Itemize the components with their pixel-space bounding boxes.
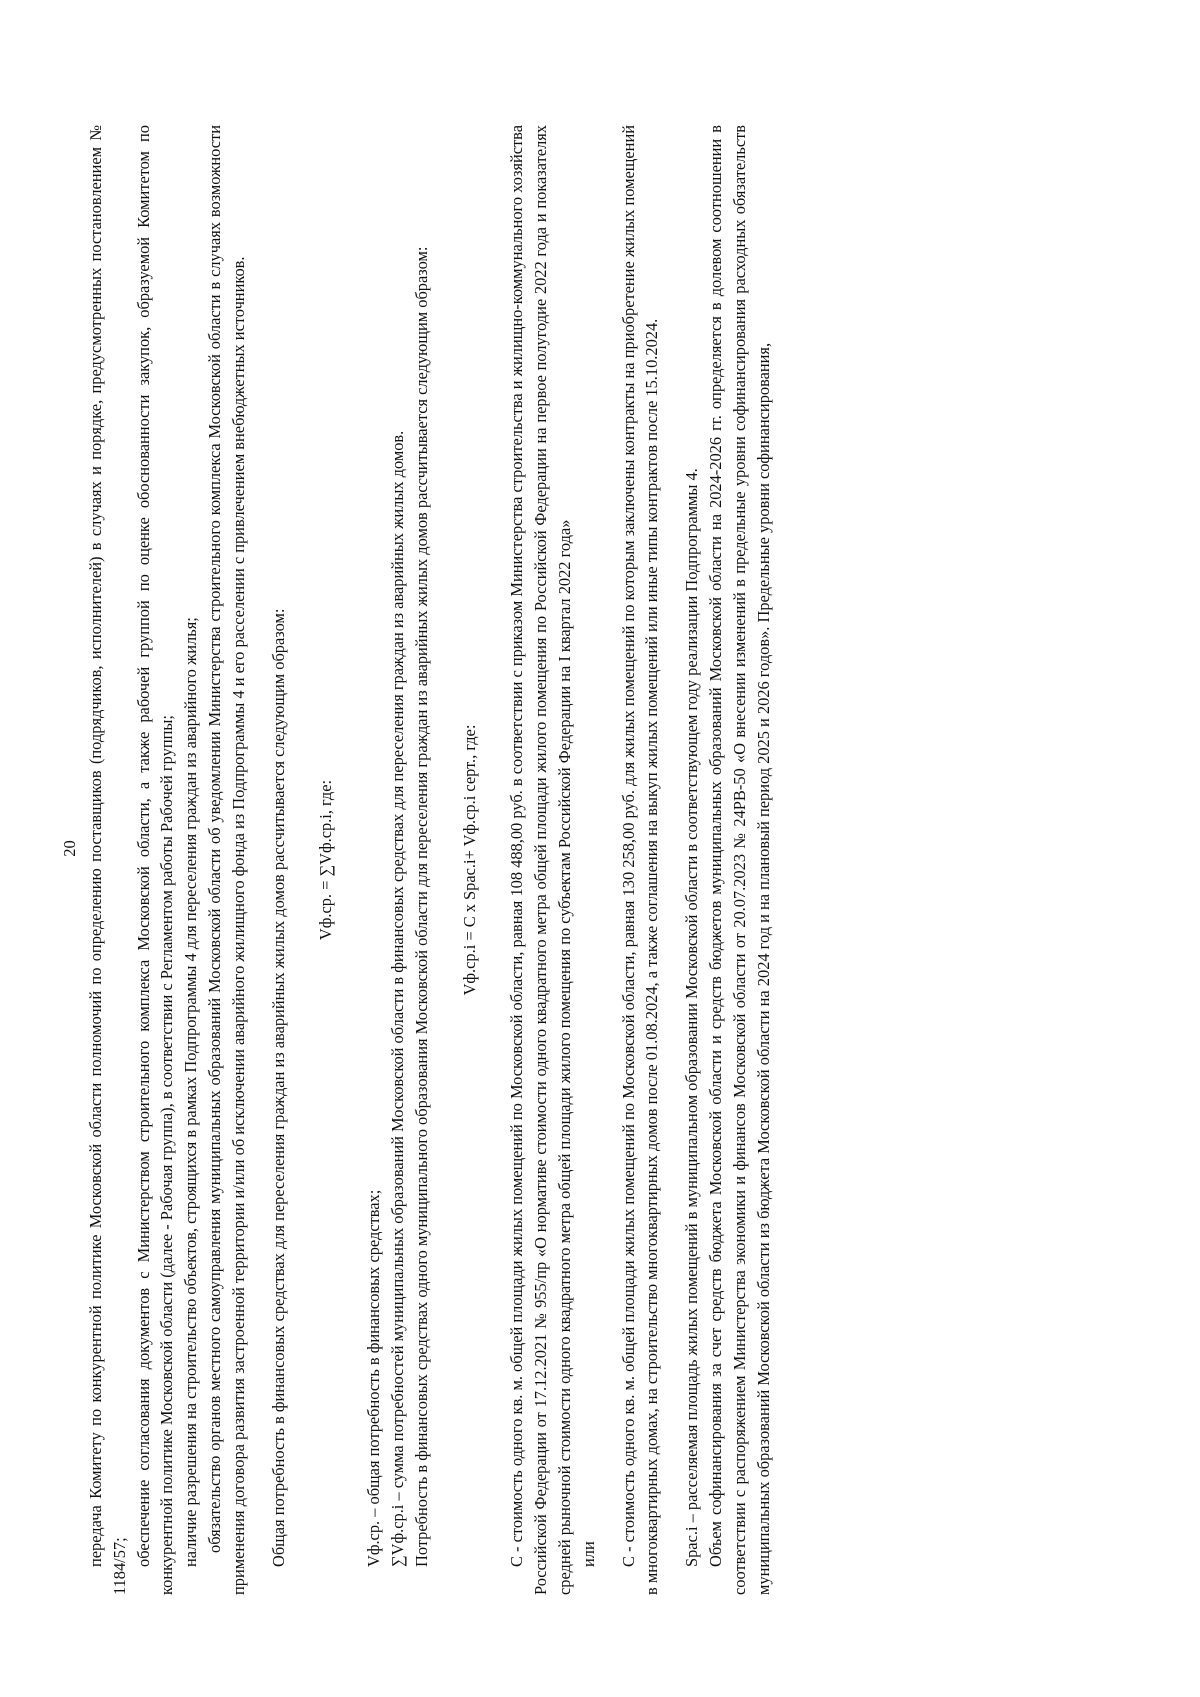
paragraph-delegation: передача Комитету по конкурентной политике Московской области полномочий по определению поставщиков (подрядчиков, исполнителей) в случаях и порядке, предусмотренных постановлением № 1184/57; xyxy=(86,125,129,1595)
paragraph-permit: наличие разрешения на строительство объектов, строящихся в рамках Подпрограммы 4 для переселения граждан из аварийного жилья; xyxy=(181,617,201,1567)
page-number: 20 xyxy=(60,840,79,857)
paragraph-or: или xyxy=(578,1541,598,1567)
paragraph-cost-2022: С - стоимость одного кв. м. общей площади жилых помещений по Московской области, равная 108 488,00 руб. в соответствии с приказом Министерства строительства и жилищно-коммунального хозяйства Российской Федерации от 17.12.2021 № 955/пр «О нормативе стоимости одного квадратного метра общей площади жилого помещения по Российской Федерации на первое полугодие 2022 года и показателях средней рыночной стоимости одного квадратного метра общей площади жилого помещения по субъектам Российской Федерации на I квартал 2022 года» xyxy=(507,125,574,1595)
paragraph-area-definition: Spac.i – расселяемая площадь жилых помещений в муниципальном образовании Московской области в соответствующем году реализации Подпрограммы 4. xyxy=(682,468,702,1567)
document-body xyxy=(84,125,775,1595)
paragraph-sum-definition: ∑Vф.ср.i – сумма потребностей муниципальных образований Московской области в финансовых средствах для переселения граждан из аварийных жилых домов. xyxy=(387,430,407,1567)
formula-total: Vф.ср. = ∑Vф.ср.i, где: xyxy=(316,779,336,941)
paragraph-total-need: Общая потребность в финансовых средствах для переселения граждан из аварийных жилых домов рассчитывается следующим образом: xyxy=(268,608,288,1567)
paragraph-cost-2024: С - стоимость одного кв. м. общей площади жилых помещений по Московской области, равная 130 258,00 руб. для жилых помещений по которым заключены контракты на приобретение жилых помещений в многоквартирных домах, на строительство многоквартирных домов после 01.08.2024, а также соглашения на выкуп жилых помещений или иные типы контрактов после 15.10.2024. xyxy=(618,125,662,1595)
paragraph-obligation: обязательство органов местного самоуправления муниципальных образований Московской области об уведомлении Министерства строительного комплекса Московской области в случаях возможности применения договора развития застроенной территории и/или об исключении аварийного жилищного фонда из Подпрограммы 4 и его расселении с привлечением внебюджетных источников. xyxy=(204,125,248,1595)
paragraph-approval: обеспечение согласования документов с Министерством строительного комплекса Московской области, а также рабочей группой по оценке обоснованности закупок, образуемой Комитетом по конкурентной политике Московской области (далее - Рабочая группа), в соответствии с Регламентом работы Рабочей группы; xyxy=(133,125,177,1595)
paragraph-municipal-need: Потребность в финансовых средствах одного муниципального образования Московской области для переселения граждан из аварийных жилых домов рассчитывается следующим образом: xyxy=(411,246,431,1567)
paragraph-total-definition: Vф.ср. – общая потребность в финансовых средствах; xyxy=(364,1189,384,1567)
formula-municipal: Vф.ср.i = C x Spac.i+ Vф.ср.i серт., где: xyxy=(459,724,479,996)
paragraph-cofinancing: Объем софинансирования за счет средств бюджета Московской области и средств бюджетов муниципальных образований Московской области на 2024-2026 гг. определяется в долевом соотношении в соответствии с распоряжением Министерства экономики и финансов Московской области от 20.07.2023 № 24РВ-50 «О внесении изменений в предельные уровни софинансирования расходных обязательств муниципальных образований Московской области из бюджета Московской области на 2024 год и на плановый период 2025 и 2026 годов». Предельные уровни софинансирования, xyxy=(705,125,773,1595)
